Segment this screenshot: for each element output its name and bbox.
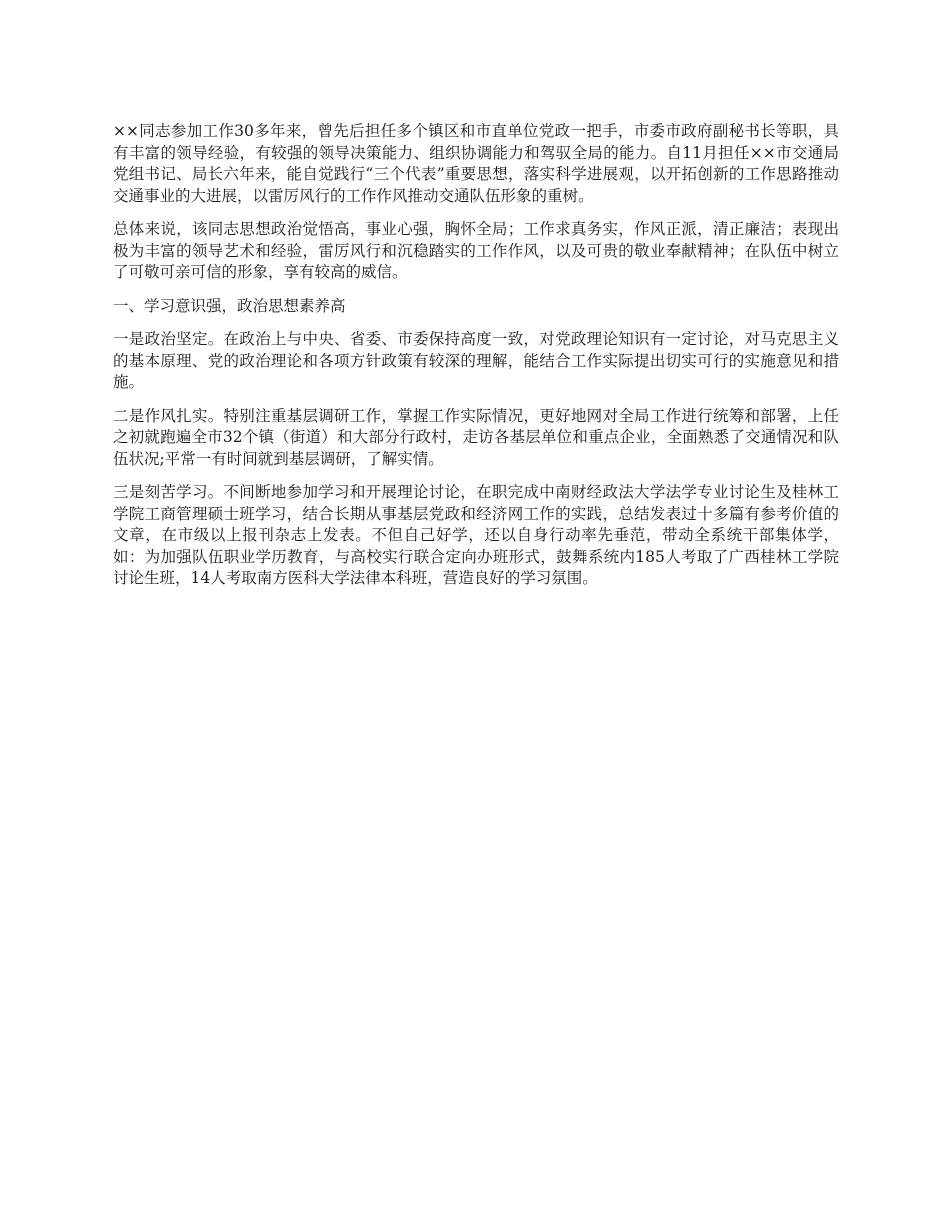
paragraph-summary: 总体来说，该同志思想政治觉悟高，事业心强，胸怀全局；工作求真务实，作风正派，清正廉洁；表现出极为丰富的领导艺术和经验，雷厉风行和沉稳踏实的工作作风，以及可贵的敬业奉献精神；在队伍中树立了可敬可亲可信的形象，享有较高的威信。 — [113, 220, 839, 281]
section-heading: 一、学习意识强，政治思想素养高 — [113, 296, 346, 315]
paragraph-intro: ××同志参加工作30多年来，曾先后担任多个镇区和市直单位党政一把手，市委市政府副秘书长等职，具有丰富的领导经验，有较强的领导决策能力、组织协调能力和驾驭全局的能力。自11月担任××市交通局党组书记、局长六年来，能自觉践行“三个代表”重要思想，落实科学进展观，以开拓创新的工作思路推动交通事业的大进展，以雷厉风行的工作作风推动交通队伍形象的重树。 — [113, 122, 839, 205]
paragraph-point-2: 二是作风扎实。特别注重基层调研工作，掌握工作实际情况，更好地网对全局工作进行统筹和部署，上任之初就跑遍全市32个镇（街道）和大部分行政村，走访各基层单位和重点企业，全面熟悉了交通情况和队伍状况;平常一有时间就到基层调研，了解实情。 — [113, 406, 839, 468]
paragraph-point-1: 一是政治坚定。在政治上与中央、省委、市委保持高度一致，对党政理论知识有一定讨论，对马克思主义的基本原理、党的政治理论和各项方针政策有较深的理解，能结合工作实际提出切实可行的实施意见和措施。 — [113, 330, 839, 391]
document-body — [113, 121, 839, 602]
paragraph-point-3: 三是刻苦学习。不间断地参加学习和开展理论讨论，在职完成中南财经政法大学法学专业讨论生及桂林工学院工商管理硕士班学习，结合长期从事基层党政和经济网工作的实践，总结发表过十多篇有参考价值的文章，在市级以上报刊杂志上发表。不但自己好学，还以自身行动率先垂范，带动全系统干部集体学，如：为加强队伍职业学历教育，与高校实行联合定向办班形式，鼓舞系统内185人考取了广西桂林工学院讨论生班，14人考取南方医科大学法律本科班，营造良好的学习氛围。 — [113, 483, 839, 587]
